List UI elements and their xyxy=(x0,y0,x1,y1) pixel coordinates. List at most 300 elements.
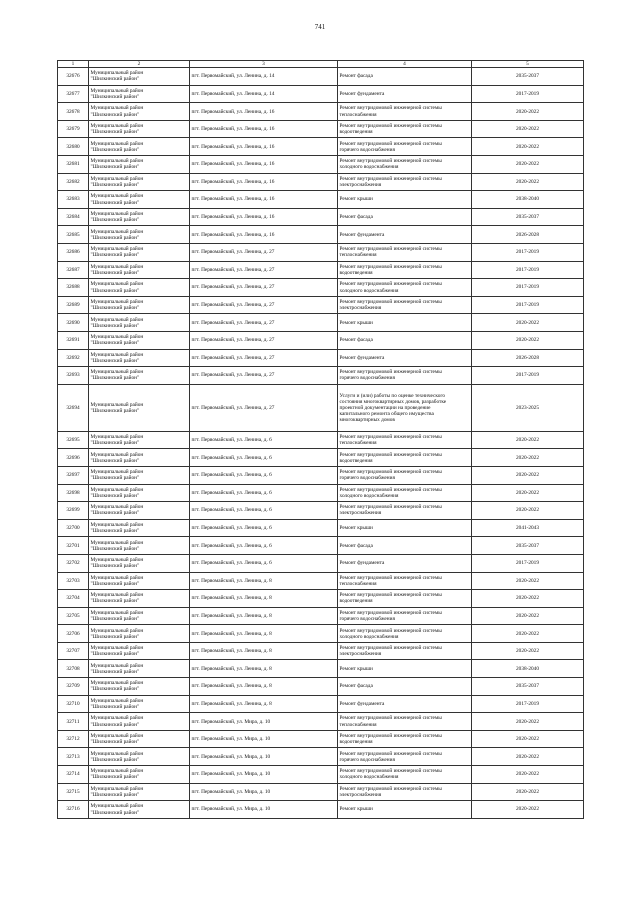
work-type-cell xyxy=(338,730,472,748)
district-cell-text: Муниципальный район "Шилкинский район" xyxy=(90,521,144,535)
district-cell-text: Муниципальный район "Шилкинский район" xyxy=(90,609,144,622)
row-number-cell-text: 32713 xyxy=(66,753,80,760)
table-row xyxy=(58,748,584,766)
district-cell xyxy=(89,766,190,784)
row-number-cell xyxy=(58,484,89,502)
address-cell-text: пгт. Первомайский, ул. Ленина, д. 8 xyxy=(191,683,272,690)
work-type-cell xyxy=(338,431,472,449)
work-type-cell-text: Ремонт крыши xyxy=(339,524,373,531)
district-cell-text: Муниципальный район "Шилкинский район" xyxy=(90,316,144,329)
table-row xyxy=(58,449,584,467)
address-cell-text: пгт. Первомайский, ул. Ленина, д. 16 xyxy=(191,178,275,185)
work-type-cell-text: Ремонт внутридомовой инженерной системы горячего водоснабжения xyxy=(339,369,442,382)
header-cell: 5 xyxy=(472,61,584,68)
district-cell-text: Муниципальный район "Шилкинский район" xyxy=(90,768,144,781)
district-cell-text: Муниципальный район "Шилкинский район" xyxy=(90,557,144,570)
district-cell-text: Муниципальный район "Шилкинский район" xyxy=(90,785,144,798)
district-cell-text: Муниципальный район "Шилкинский район" xyxy=(90,369,144,382)
address-cell-text: пгт. Первомайский, ул. Ленина, д. 27 xyxy=(191,266,275,273)
period-cell-text: 2020-2022 xyxy=(516,319,539,326)
district-cell-text: Муниципальный район "Шилкинский район" xyxy=(90,750,144,763)
district-cell-text: Муниципальный район "Шилкинский район" xyxy=(90,469,144,482)
address-cell-text: пгт. Первомайский, ул. Мира, д. 10 xyxy=(191,718,271,725)
period-cell-text: 2020-2022 xyxy=(516,648,539,655)
district-cell xyxy=(89,191,190,209)
row-number-cell-text: 32691 xyxy=(66,337,80,344)
district-cell xyxy=(89,208,190,226)
period-cell xyxy=(472,85,584,103)
table-row xyxy=(58,331,584,349)
address-cell-text: пгт. Первомайский, ул. Ленина, д. 27 xyxy=(191,302,275,309)
row-number-cell xyxy=(58,607,89,625)
row-number-cell-text: 32712 xyxy=(66,736,80,743)
work-type-cell-text: Ремонт крыши xyxy=(339,319,373,326)
period-cell-text: 2020-2022 xyxy=(516,788,539,795)
work-type-cell-text: Ремонт фундамента xyxy=(339,700,385,707)
row-number-cell-text: 32690 xyxy=(66,319,80,326)
district-cell-text: Муниципальный район "Шилкинский район" xyxy=(90,504,144,517)
work-type-cell-text: Ремонт внутридомовой инженерной системы водоотведения xyxy=(339,123,442,136)
address-cell xyxy=(190,590,338,608)
row-number-cell-text: 32677 xyxy=(66,90,80,97)
row-number-cell xyxy=(58,660,89,678)
row-number-cell-text: 32680 xyxy=(66,143,80,150)
row-number-cell-text: 32686 xyxy=(66,249,80,256)
work-type-cell xyxy=(338,466,472,484)
district-cell xyxy=(89,331,190,349)
work-type-cell xyxy=(338,68,472,86)
work-type-cell xyxy=(338,208,472,226)
row-number-cell xyxy=(58,103,89,121)
row-number-cell xyxy=(58,261,89,279)
district-cell xyxy=(89,519,190,537)
address-cell-text: пгт. Первомайский, ул. Ленина, д. 6 xyxy=(191,507,272,514)
work-type-cell-text: Ремонт внутридомовой инженерной системы холодного водоснабжения xyxy=(339,486,442,499)
table-row xyxy=(58,484,584,502)
address-cell xyxy=(190,695,338,713)
address-cell xyxy=(190,208,338,226)
work-type-cell xyxy=(338,103,472,121)
period-cell-text: 2017-2019 xyxy=(516,302,539,309)
district-cell xyxy=(89,642,190,660)
work-type-cell-text: Ремонт фасада xyxy=(339,214,373,221)
district-cell xyxy=(89,502,190,520)
district-cell-text: Муниципальный район "Шилкинский район" xyxy=(90,351,144,364)
capital-repair-table xyxy=(57,60,584,819)
period-cell-text: 2020-2022 xyxy=(516,507,539,514)
work-type-cell xyxy=(338,85,472,103)
address-cell-text: пгт. Первомайский, ул. Ленина, д. 8 xyxy=(191,648,272,655)
period-cell-text: 2041-2043 xyxy=(516,524,539,531)
address-cell xyxy=(190,296,338,314)
period-cell-text: 2035-2037 xyxy=(516,214,539,221)
period-cell-text: 2020-2022 xyxy=(516,472,539,479)
header-cell: 2 xyxy=(89,61,190,68)
row-number-cell-text: 32696 xyxy=(66,454,80,461)
period-cell xyxy=(472,431,584,449)
row-number-cell xyxy=(58,173,89,191)
address-cell xyxy=(190,367,338,385)
row-number-cell-text: 32685 xyxy=(66,231,80,238)
period-cell xyxy=(472,625,584,643)
address-cell xyxy=(190,607,338,625)
period-cell xyxy=(472,484,584,502)
work-type-cell xyxy=(338,349,472,367)
work-type-cell-text: Ремонт внутридомовой инженерной системы горячего водоснабжения xyxy=(339,609,442,622)
row-number-cell xyxy=(58,208,89,226)
row-number-cell xyxy=(58,68,89,86)
row-number-cell xyxy=(58,590,89,608)
address-cell-text: пгт. Первомайский, ул. Ленина, д. 6 xyxy=(191,542,272,549)
period-cell-text: 2020-2022 xyxy=(516,577,539,584)
address-cell xyxy=(190,226,338,244)
address-cell-text: пгт. Первомайский, ул. Ленина, д. 16 xyxy=(191,161,275,168)
district-cell-text: Муниципальный район "Шилкинский район" xyxy=(90,175,144,188)
row-number-cell-text: 32692 xyxy=(66,354,80,361)
table-row xyxy=(58,783,584,801)
period-cell-text: 2017-2019 xyxy=(516,560,539,567)
work-type-cell xyxy=(338,331,472,349)
work-type-cell xyxy=(338,384,472,431)
work-type-cell xyxy=(338,138,472,156)
work-type-cell xyxy=(338,156,472,174)
table-row xyxy=(58,554,584,572)
period-cell xyxy=(472,261,584,279)
district-cell-text: Муниципальный район "Шилкинский район" xyxy=(90,70,144,83)
district-cell-text: Муниципальный район "Шилкинский район" xyxy=(90,433,144,447)
table-row xyxy=(58,801,584,819)
work-type-cell-text: Ремонт внутридомовой инженерной системы горячего водоснабжения xyxy=(339,750,442,763)
row-number-cell-text: 32681 xyxy=(66,161,80,168)
table-row xyxy=(58,349,584,367)
district-cell xyxy=(89,695,190,713)
period-cell-text: 2020-2022 xyxy=(516,161,539,168)
period-cell-text: 2026-2028 xyxy=(516,354,539,361)
address-cell xyxy=(190,572,338,590)
district-cell-text: Муниципальный район "Шилкинский район" xyxy=(90,715,144,728)
work-type-cell-text: Ремонт фундамента xyxy=(339,231,385,238)
table-body xyxy=(58,61,584,819)
address-cell xyxy=(190,331,338,349)
address-cell xyxy=(190,554,338,572)
district-cell-text: Муниципальный район "Шилкинский район" xyxy=(90,140,144,153)
period-cell-text: 2035-2037 xyxy=(516,683,539,690)
table-header-row xyxy=(58,61,584,68)
table-row xyxy=(58,156,584,174)
district-cell xyxy=(89,68,190,86)
work-type-cell-text: Ремонт крыши xyxy=(339,196,373,203)
district-cell xyxy=(89,384,190,431)
period-cell xyxy=(472,226,584,244)
work-type-cell-text: Ремонт внутридомовой инженерной системы холодного водоснабжения xyxy=(339,281,442,294)
work-type-cell xyxy=(338,783,472,801)
row-number-cell xyxy=(58,156,89,174)
period-cell xyxy=(472,331,584,349)
period-cell-text: 2035-2037 xyxy=(516,73,539,80)
district-cell xyxy=(89,537,190,555)
district-cell xyxy=(89,748,190,766)
address-cell-text: пгт. Первомайский, ул. Мира, д. 10 xyxy=(191,771,271,778)
work-type-cell xyxy=(338,296,472,314)
work-type-cell xyxy=(338,590,472,608)
row-number-cell xyxy=(58,466,89,484)
work-type-cell xyxy=(338,244,472,262)
address-cell xyxy=(190,801,338,819)
work-type-cell xyxy=(338,554,472,572)
district-cell-text: Муниципальный район "Шилкинский район" xyxy=(90,645,144,658)
address-cell xyxy=(190,120,338,138)
address-cell xyxy=(190,431,338,449)
address-cell xyxy=(190,502,338,520)
table-row xyxy=(58,713,584,731)
district-cell xyxy=(89,279,190,297)
work-type-cell-text: Ремонт внутридомовой инженерной системы теплоснабжения xyxy=(339,574,442,587)
table-row xyxy=(58,120,584,138)
work-type-cell-text: Ремонт фасада xyxy=(339,73,373,80)
work-type-cell-text: Ремонт внутридомовой инженерной системы горячего водоснабжения xyxy=(339,140,442,153)
district-cell xyxy=(89,296,190,314)
work-type-cell xyxy=(338,660,472,678)
district-cell-text: Муниципальный район "Шилкинский район" xyxy=(90,158,144,171)
period-cell xyxy=(472,801,584,819)
district-cell-text: Муниципальный район "Шилкинский район" xyxy=(90,803,144,816)
period-cell-text: 2038-2040 xyxy=(516,196,539,203)
row-number-cell xyxy=(58,695,89,713)
work-type-cell-text: Ремонт фасада xyxy=(339,683,373,690)
address-cell-text: пгт. Первомайский, ул. Мира, д. 10 xyxy=(191,753,271,760)
address-cell-text: пгт. Первомайский, ул. Ленина, д. 16 xyxy=(191,196,275,203)
address-cell xyxy=(190,384,338,431)
period-cell-text: 2017-2019 xyxy=(516,284,539,291)
table-row xyxy=(58,695,584,713)
row-number-cell xyxy=(58,120,89,138)
page-number: 741 xyxy=(314,23,326,31)
address-cell xyxy=(190,103,338,121)
period-cell xyxy=(472,138,584,156)
row-number-cell-text: 32702 xyxy=(66,560,80,567)
period-cell xyxy=(472,519,584,537)
row-number-cell xyxy=(58,449,89,467)
district-cell-text: Муниципальный район "Шилкинский район" xyxy=(90,123,144,136)
period-cell xyxy=(472,120,584,138)
table-row xyxy=(58,103,584,121)
address-cell xyxy=(190,173,338,191)
district-cell xyxy=(89,590,190,608)
period-cell-text: 2026-2028 xyxy=(516,231,539,238)
district-cell xyxy=(89,554,190,572)
district-cell-text: Муниципальный район "Шилкинский район" xyxy=(90,334,144,347)
period-cell xyxy=(472,367,584,385)
address-cell xyxy=(190,156,338,174)
row-number-cell xyxy=(58,384,89,431)
period-cell-text: 2017-2019 xyxy=(516,249,539,256)
work-type-cell-text: Ремонт внутридомовой инженерной системы электроснабжения xyxy=(339,299,442,312)
district-cell-text: Муниципальный район "Шилкинский район" xyxy=(90,263,144,276)
table-row xyxy=(58,173,584,191)
period-cell xyxy=(472,678,584,696)
row-number-cell-text: 32708 xyxy=(66,665,80,672)
work-type-cell-text: Ремонт внутридомовой инженерной системы теплоснабжения xyxy=(339,715,442,728)
address-cell xyxy=(190,261,338,279)
period-cell xyxy=(472,314,584,332)
period-cell-text: 2020-2022 xyxy=(516,437,539,444)
district-cell xyxy=(89,138,190,156)
district-cell xyxy=(89,314,190,332)
row-number-cell xyxy=(58,314,89,332)
row-number-cell xyxy=(58,730,89,748)
work-type-cell xyxy=(338,801,472,819)
district-cell xyxy=(89,713,190,731)
table-row xyxy=(58,678,584,696)
table-row xyxy=(58,68,584,86)
table-row xyxy=(58,208,584,226)
address-cell xyxy=(190,678,338,696)
work-type-cell xyxy=(338,449,472,467)
period-cell-text: 2035-2037 xyxy=(516,542,539,549)
row-number-cell xyxy=(58,191,89,209)
work-type-cell xyxy=(338,766,472,784)
row-number-cell-text: 32711 xyxy=(66,718,80,725)
period-cell xyxy=(472,466,584,484)
row-number-cell xyxy=(58,748,89,766)
row-number-cell-text: 32704 xyxy=(66,595,80,602)
address-cell-text: пгт. Первомайский, ул. Ленина, д. 6 xyxy=(191,437,272,444)
table-row xyxy=(58,519,584,537)
work-type-cell-text: Ремонт внутридомовой инженерной системы холодного водоснабжения xyxy=(339,158,442,171)
district-cell xyxy=(89,244,190,262)
district-cell xyxy=(89,349,190,367)
table-row xyxy=(58,138,584,156)
work-type-cell-text: Ремонт внутридомовой инженерной системы водоотведения xyxy=(339,733,442,746)
district-cell-text: Муниципальный район "Шилкинский район" xyxy=(90,486,144,499)
table-row xyxy=(58,625,584,643)
period-cell xyxy=(472,191,584,209)
address-cell-text: пгт. Первомайский, ул. Мира, д. 10 xyxy=(191,806,271,813)
row-number-cell xyxy=(58,519,89,537)
period-cell-text: 2020-2022 xyxy=(516,771,539,778)
row-number-cell-text: 32703 xyxy=(66,577,80,584)
district-cell xyxy=(89,466,190,484)
period-cell xyxy=(472,642,584,660)
row-number-cell-text: 32698 xyxy=(66,489,80,496)
work-type-cell-text: Ремонт фундамента xyxy=(339,90,385,97)
address-cell xyxy=(190,519,338,537)
district-cell xyxy=(89,660,190,678)
row-number-cell-text: 32687 xyxy=(66,266,80,273)
work-type-cell xyxy=(338,572,472,590)
period-cell-text: 2020-2022 xyxy=(516,595,539,602)
district-cell xyxy=(89,120,190,138)
address-cell xyxy=(190,537,338,555)
work-type-cell xyxy=(338,191,472,209)
period-cell xyxy=(472,537,584,555)
address-cell-text: пгт. Первомайский, ул. Ленина, д. 6 xyxy=(191,560,272,567)
work-type-cell xyxy=(338,173,472,191)
address-cell-text: пгт. Первомайский, ул. Ленина, д. 27 xyxy=(191,372,275,379)
period-cell xyxy=(472,713,584,731)
row-number-cell xyxy=(58,367,89,385)
row-number-cell-text: 32676 xyxy=(66,73,80,80)
district-cell xyxy=(89,783,190,801)
address-cell-text: пгт. Первомайский, ул. Ленина, д. 16 xyxy=(191,126,275,133)
work-type-cell xyxy=(338,484,472,502)
address-cell-text: пгт. Первомайский, ул. Ленина, д. 6 xyxy=(191,454,272,461)
table-row xyxy=(58,502,584,520)
district-cell-text: Муниципальный район "Шилкинский район" xyxy=(90,401,144,414)
table-row xyxy=(58,466,584,484)
row-number-cell xyxy=(58,431,89,449)
period-cell xyxy=(472,384,584,431)
address-cell xyxy=(190,85,338,103)
row-number-cell-text: 32678 xyxy=(66,108,80,115)
period-cell-text: 2020-2022 xyxy=(516,736,539,743)
address-cell-text: пгт. Первомайский, ул. Ленина, д. 8 xyxy=(191,630,272,637)
address-cell-text: пгт. Первомайский, ул. Ленина, д. 27 xyxy=(191,354,275,361)
table-row xyxy=(58,660,584,678)
work-type-cell-text: Ремонт внутридомовой инженерной системы холодного водоснабжения xyxy=(339,627,442,640)
row-number-cell xyxy=(58,801,89,819)
district-cell xyxy=(89,607,190,625)
row-number-cell xyxy=(58,138,89,156)
header-cell: 4 xyxy=(338,61,472,68)
district-cell-text: Муниципальный район "Шилкинский район" xyxy=(90,592,144,605)
period-cell-text: 2020-2022 xyxy=(516,126,539,133)
work-type-cell xyxy=(338,120,472,138)
period-cell-text: 2017-2019 xyxy=(516,372,539,379)
row-number-cell xyxy=(58,642,89,660)
period-cell-text: 2020-2022 xyxy=(516,337,539,344)
period-cell xyxy=(472,695,584,713)
address-cell-text: пгт. Первомайский, ул. Ленина, д. 14 xyxy=(191,90,275,97)
row-number-cell xyxy=(58,678,89,696)
work-type-cell-text: Ремонт внутридомовой инженерной системы электроснабжения xyxy=(339,175,442,188)
work-type-cell-text: Ремонт внутридомовой инженерной системы электроснабжения xyxy=(339,504,442,517)
work-type-cell-text: Ремонт фасада xyxy=(339,337,373,344)
period-cell xyxy=(472,590,584,608)
table-row xyxy=(58,279,584,297)
address-cell-text: пгт. Первомайский, ул. Мира, д. 10 xyxy=(191,736,271,743)
header-cell: 1 xyxy=(58,61,89,68)
table-row xyxy=(58,244,584,262)
row-number-cell-text: 32679 xyxy=(66,126,80,133)
period-cell xyxy=(472,502,584,520)
period-cell-text: 2020-2022 xyxy=(516,806,539,813)
work-type-cell-text: Ремонт внутридомовой инженерной системы теплоснабжения xyxy=(339,246,442,259)
table-row xyxy=(58,85,584,103)
address-cell xyxy=(190,783,338,801)
work-type-cell xyxy=(338,314,472,332)
row-number-cell xyxy=(58,554,89,572)
row-number-cell-text: 32705 xyxy=(66,612,80,619)
address-cell-text: пгт. Первомайский, ул. Ленина, д. 14 xyxy=(191,73,275,80)
district-cell-text: Муниципальный район "Шилкинский район" xyxy=(90,246,144,259)
row-number-cell-text: 32699 xyxy=(66,507,80,514)
period-cell-text: 2020-2022 xyxy=(516,143,539,150)
address-cell-text: пгт. Первомайский, ул. Ленина, д. 6 xyxy=(191,472,272,479)
address-cell-text: пгт. Первомайский, ул. Ленина, д. 27 xyxy=(191,319,275,326)
address-cell-text: пгт. Первомайский, ул. Ленина, д. 16 xyxy=(191,143,275,150)
address-cell xyxy=(190,660,338,678)
district-cell-text: Муниципальный район "Шилкинский район" xyxy=(90,87,144,100)
row-number-cell-text: 32689 xyxy=(66,302,80,309)
period-cell-text: 2020-2022 xyxy=(516,108,539,115)
work-type-cell-text: Ремонт внутридомовой инженерной системы электроснабжения xyxy=(339,645,442,658)
address-cell xyxy=(190,748,338,766)
period-cell-text: 2017-2019 xyxy=(516,266,539,273)
district-cell-text: Муниципальный район "Шилкинский район" xyxy=(90,733,144,746)
district-cell-text: Муниципальный район "Шилкинский район" xyxy=(90,697,144,710)
district-cell xyxy=(89,103,190,121)
